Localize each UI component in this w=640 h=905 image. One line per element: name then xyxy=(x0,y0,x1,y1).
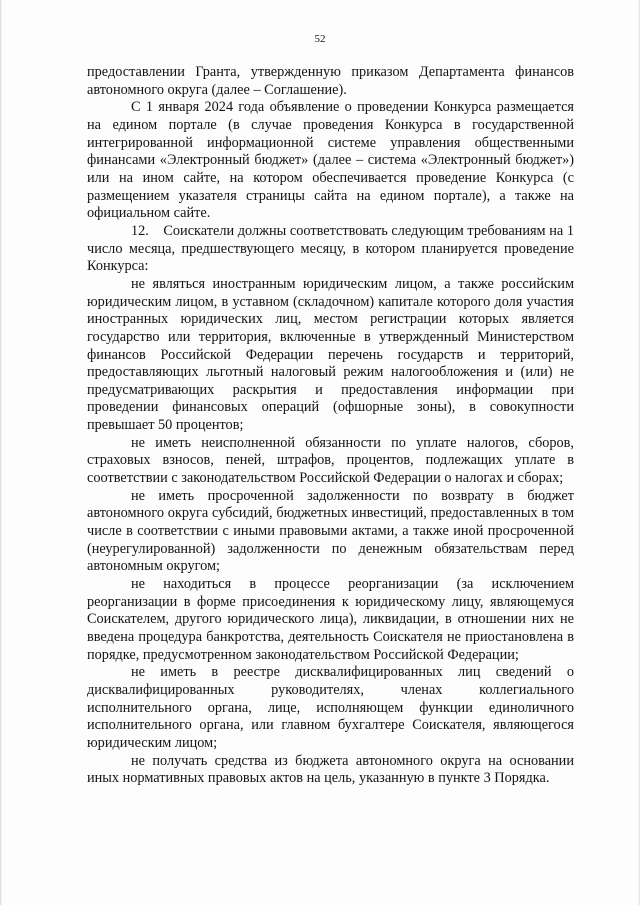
paragraph-tax-obligations: не иметь неисполненной обязанности по уплате налогов, сборов, страховых взносов, пеней, штрафов, процентов, подлежащих уплате в соответствии с законодательством Российской Федерации о налогах и сборах; xyxy=(87,434,574,487)
page-number: 52 xyxy=(314,33,326,45)
paragraph-announcement: С 1 января 2024 года объявление о проведении Конкурса размещается на едином портале (в случае проведения Конкурса в государственной интегрированной информационной системе управления общественными финансами «Электронный бюджет» (далее – система «Электронный бюджет») или на ином сайте, на котором обеспечивается проведение Конкурса (с размещением указателя страницы сайта на едином портале), а также на официальном сайте. xyxy=(87,99,574,222)
document-body xyxy=(87,64,574,788)
paragraph-foreign-entity: не являться иностранным юридическим лицом, а также российским юридическим лицом, в уставном (складочном) капитале которого доля участия иностранных юридических лиц, местом регистрации которых является государство или территория, включенные в утвержденный Министерством финансов Российской Федерации перечень государств и территорий, предоставляющих льготный налоговый режим налогообложения и (или) не предусматривающих раскрытия и предоставления информации при проведении финансовых операций (офшорные зоны), в совокупности превышает 50 процентов; xyxy=(87,275,574,434)
paragraph-other-funds: не получать средства из бюджета автономного округа на основании иных нормативных правовых актов на цель, указанную в пункте 3 Порядка. xyxy=(87,752,574,787)
scan-edge-left xyxy=(0,0,2,905)
paragraph-disqualified-persons: не иметь в реестре дисквалифицированных лиц сведений о дисквалифицированных руководителях, членах коллегиального исполнительного органа, лице, исполняющем функции единоличного исполнительного органа, или главном бухгалтере Соискателя, являющегося юридическим лицом; xyxy=(87,664,574,751)
paragraph-requirements-intro: 12. Соискатели должны соответствовать следующим требованиям на 1 число месяца, предшествующего месяцу, в котором планируется проведение Конкурса: xyxy=(87,222,574,275)
paragraph-overdue-debt: не иметь просроченной задолженности по возврату в бюджет автономного округа субсидий, бюджетных инвестиций, предоставленных в том числе в соответствии с иными правовыми актами, а также иной просроченной (неурегулированной) задолженности по денежным обязательствам перед автономным округом; xyxy=(87,487,574,575)
paragraph-reorganization: не находиться в процессе реорганизации (за исключением реорганизации в форме присоединения к юридическому лицу, являющемуся Соискателем, другого юридического лица), ликвидации, в отношении них не введена процедура банкротства, деятельность Соискателя не приостановлена в порядке, предусмотренном законодательством Российской Федерации; xyxy=(87,576,574,663)
paragraph-agreement: предоставлении Гранта, утвержденную приказом Департамента финансов автономного округа (далее – Соглашение). xyxy=(87,64,574,98)
